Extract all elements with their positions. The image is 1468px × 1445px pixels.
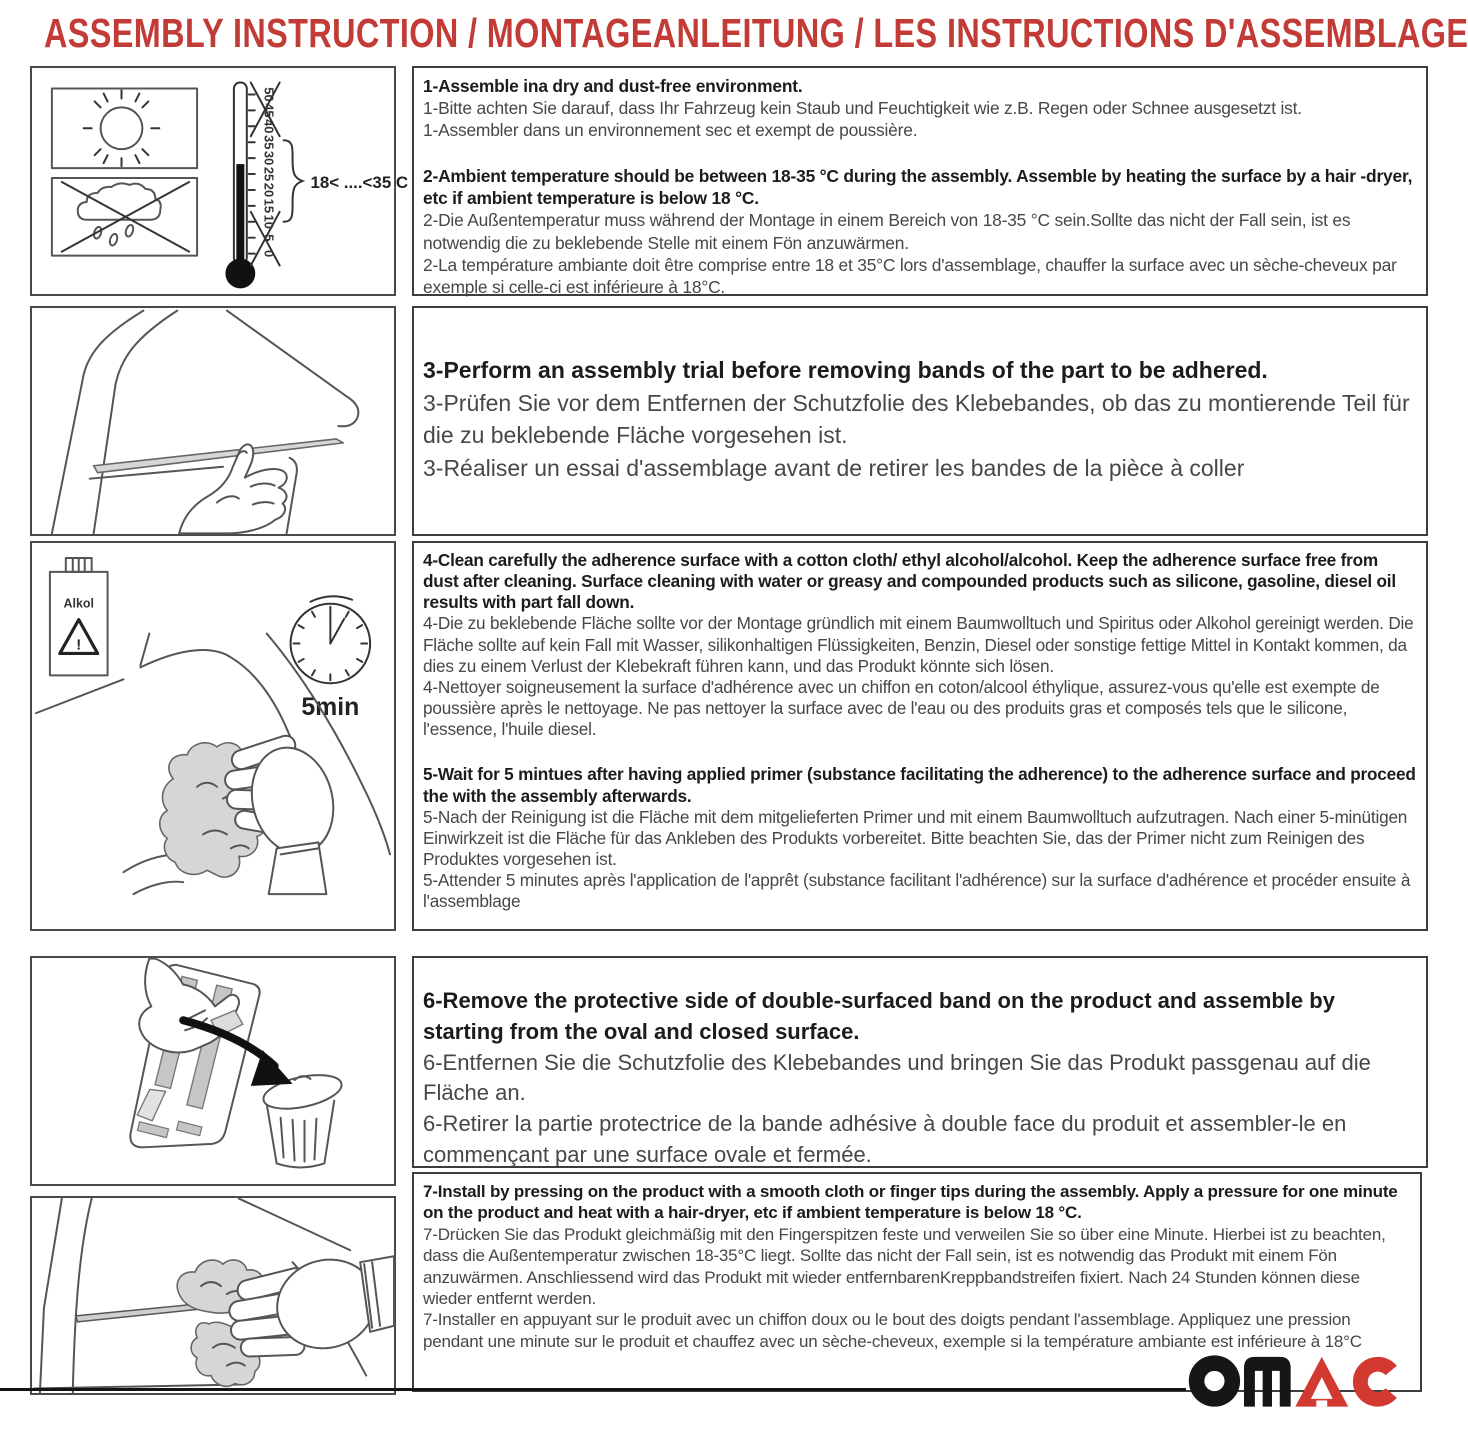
section-3-illustration — [30, 541, 396, 931]
section-3-text-panel — [412, 541, 1428, 931]
warning-triangle-icon — [60, 620, 98, 654]
thermometer-icon — [225, 83, 408, 289]
instruction-paragraph: 7-Drücken Sie das Produkt gleichmäßig mit den Fingerspitzen feste und verweilen Sie so über eine Minute. Hierbei ist zu beachten, dass die Außentemperatur zwischen 18-35°C liegt. Sollte das nicht der Fall sein, ist es notwendig das Produkt mit einem Fön anzuwärmen. Anschliessend wird das Produkt mit wieder entfernbarenKreppbandstreifen fixiert. Nach 24 Stunden können diese wieder entfernt werden. — [423, 1224, 1386, 1309]
svg-text:35: 35 — [261, 135, 277, 150]
instruction-paragraph: 7-Install by pressing on the product with a smooth cloth or finger tips during the assembly. Apply a pressure for one minute on the product and heat with a hair-dryer, etc if ambient temperature is below 18 °C. — [423, 1182, 1398, 1223]
svg-text:30: 30 — [261, 150, 277, 166]
alcohol-bottle-icon — [50, 558, 108, 675]
svg-text:!: ! — [76, 637, 82, 654]
section-1-text-panel — [412, 66, 1428, 296]
section-2-illustration — [30, 306, 396, 536]
instruction-paragraph: 5-Attender 5 minutes après l'application de l'apprêt (substance facilitant l'adhérence) sur la surface d'adhérence et procéder ensuite à l'assemblage — [423, 870, 1411, 912]
instruction-paragraph: 2-Ambient temperature should be between 18-35 °C during the assembly. Assemble by heating the surface by a hair -dryer, etc if ambient temperature is below 18 °C. — [423, 166, 1413, 209]
hand-icon — [224, 733, 344, 894]
clock-duration-label: 5min — [301, 693, 360, 722]
svg-text:5: 5 — [261, 234, 277, 242]
hand-icon — [228, 1247, 394, 1361]
svg-text:20: 20 — [261, 182, 277, 198]
svg-text:0: 0 — [261, 250, 277, 258]
instruction-paragraph: 5-Nach der Reinigung ist die Fläche mit dem mitgelieferten Primer und mit einem Baumwolltuch aufzutragen. Nach einer 5-minütigen Einwirkzeit ist die Fläche für das Ankleben des Produkts vorbereitet. Bitte beachten Sie, das der Primer nicht zum Reinigen des Produktes vorgesehen ist. — [423, 806, 1408, 870]
environment-temperature-illustration — [32, 68, 409, 294]
page-title: ASSEMBLY INSTRUCTION / MONTAGEANLEITUNG / LES INSTRUCTIONS D'ASSEMBLAGE — [44, 10, 1468, 56]
instruction-paragraph: 3-Réaliser un essai d'assemblage avant de retirer les bandes de la pièce à coller — [423, 454, 1245, 481]
footer-rule — [0, 1388, 1186, 1391]
press-trim-illustration — [32, 1198, 394, 1393]
instruction-paragraph: 3-Perform an assembly trial before removing bands of the part to be adhered. — [423, 357, 1268, 383]
peel-band-illustration — [32, 958, 394, 1184]
instruction-paragraph: 6-Retirer la partie protectrice de la bande adhésive à double face du produit et assembler-le en commençant par une surface ovale et fermée. — [423, 1111, 1347, 1167]
instruction-paragraph: 1-Bitte achten Sie darauf, dass Ihr Fahrzeug kein Staub und Feuchtigkeit wie z.B. Regen oder Schnee ausgesetzt ist. — [423, 98, 1302, 119]
clean-surface-illustration — [32, 543, 394, 929]
instruction-paragraph: 6-Remove the protective side of double-surfaced band on the product and assemble by starting from the oval and closed surface. — [423, 988, 1335, 1044]
section-4-text-panel — [412, 956, 1428, 1168]
svg-text:50: 50 — [261, 87, 277, 102]
svg-text:40: 40 — [261, 119, 277, 134]
section-2-text-panel — [412, 306, 1428, 536]
instruction-paragraph: 7-Installer en appuyant sur le produit avec un chiffon doux ou le bout des doigts pendant l'assemblage. Appliquez une pression pendant une minute sur le produit et chauffez avec un sèche-cheveux, exemple si la température ambiante est inférieure à 18°C — [423, 1310, 1362, 1351]
instruction-paragraph: 3-Prüfen Sie vor dem Entfernen der Schutzfolie des Klebebandes, ob das zu montierende Teil für die zu beklebende Fläche vorgesehen ist. — [423, 389, 1410, 449]
bottle-label: Alkol — [63, 596, 94, 611]
instruction-paragraph: 2-La température ambiante doit être comprise entre 18 et 35°C lors d'assemblage, chauffer la surface avec un sèche-cheveux par exemple si celle-ci est inférieure à 18°C. — [423, 254, 1397, 297]
logo-letter-c — [1353, 1357, 1397, 1407]
svg-text:25: 25 — [261, 166, 277, 182]
svg-text:45: 45 — [261, 103, 277, 118]
clock-icon — [291, 596, 371, 721]
svg-text:10: 10 — [261, 214, 277, 229]
trial-fit-illustration — [32, 308, 394, 534]
temperature-range-label: 18< ....<35 C — [310, 172, 409, 192]
instruction-paragraph: 4-Clean carefully the adherence surface with a cotton cloth/ ethyl alcohol/alcohol. Keep the adherence surface free from dust after cleaning. Surface cleaning with water or greasy and compounded products such as silicone, gasoline, diesel oil results with part fall down. — [423, 550, 1396, 613]
instruction-paragraph: 2-Die Außentemperatur muss während der Montage in einem Bereich von 18-35 °C sein.Sollte das nicht der Fall sein, ist es notwendig die zu beklebende Stelle mit einem Fön anzuwärmen. — [423, 210, 1351, 253]
instruction-paragraph: 1-Assembler dans un environnement sec et exempt de poussière. — [423, 120, 918, 141]
logo-letter-a — [1295, 1357, 1348, 1407]
range-brace — [284, 140, 303, 222]
section-1-illustration — [30, 66, 409, 296]
instruction-paragraph: 5-Wait for 5 mintues after having applied primer (substance facilitating the adherence) to the adherence surface and proceed the with the assembly afterwards. — [423, 764, 1416, 806]
logo-letter-m — [1244, 1357, 1291, 1407]
omac-logo — [1188, 1350, 1398, 1412]
instruction-paragraph: 4-Die zu beklebende Fläche sollte vor der Montage gründlich mit einem Baumwolltuch und Spiritus oder Alkohol gereinigt werden. Die Fläche sollte auf kein Fall mit Wasser, silikonhaltigen Flüssigkeiten, Benzin, Diesel oder sonstige fettige Mittel in Kontakt kommen, da dies zu einem Verlust der Klebekraft führen kann, und das Produkt könnte sich lösen. — [423, 613, 1414, 676]
instruction-paragraph: 4-Nettoyer soigneusement la surface d'adhérence avec un chiffon en coton/alcool éthylique, assurez-vous qu'elle est exempte de poussière après le nettoyage. Ne pas nettoyer la surface avec de l'eau ou des produits gras et composés tels que le silicone, l'essence, l'huile diesel. — [423, 676, 1380, 740]
section-4-illustration — [30, 956, 396, 1186]
no-rain-icon — [52, 178, 197, 256]
section-5-illustration — [30, 1196, 396, 1395]
instruction-paragraph: 1-Assemble ina dry and dust-free environment. — [423, 76, 803, 96]
instruction-paragraph: 6-Entfernen Sie die Schutzfolie des Klebebandes und bringen Sie das Produkt passgenau auf die Fläche an. — [423, 1049, 1371, 1106]
svg-text:15: 15 — [261, 198, 277, 214]
sun-icon — [52, 89, 197, 169]
